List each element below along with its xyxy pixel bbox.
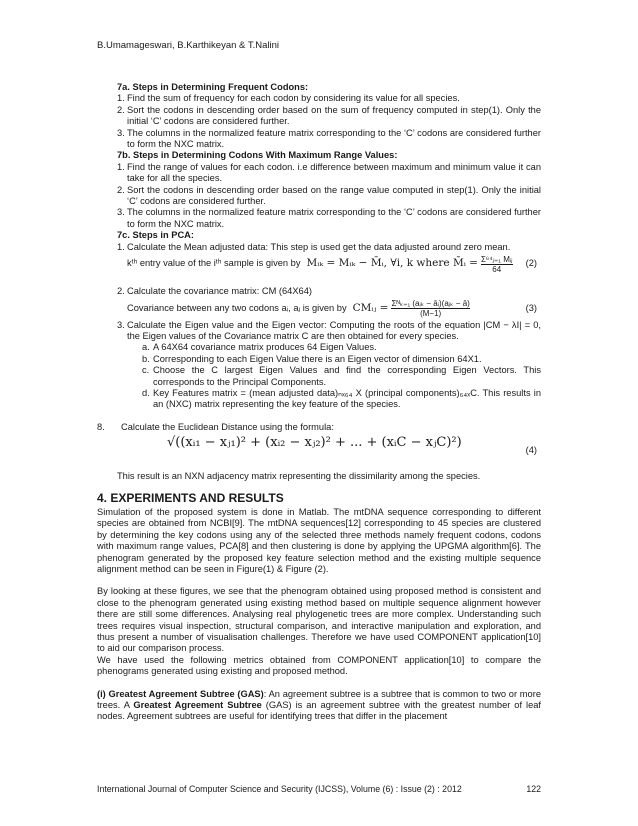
equation-2-formula: Mᵢₖ = Mᵢₖ − M̄ᵢ, ∀i, k where M̄ᵢ = xyxy=(306,257,478,270)
list-item: 1. Calculate the Mean adjusted data: This step is used get the data adjusted around zero mean. xyxy=(117,241,511,252)
list-item: 3. Calculate the Eigen value and the Eigen vector: Computing the roots of the equation |CM − λI| = 0, the Eigen values of the Covariance matrix C are then obtained for every species. xyxy=(117,319,541,341)
equation-number: (2) xyxy=(525,258,537,269)
running-header: B.Umamageswari, B.Karthikeyan & T.Nalini xyxy=(97,40,279,51)
subsection-7b-title: 7b. Steps in Determining Codons With Maximum Range Values: xyxy=(117,150,398,161)
list-item: a. A 64X64 covariance matrix produces 64 Eigen Values. xyxy=(142,342,377,353)
list-item: 1. Find the sum of frequency for each codon by considering its value for all species. xyxy=(117,93,460,104)
paragraph-gas: (i) Greatest Agreement Subtree (GAS): An agreement subtree is a subtree that is common to two or more trees. A Greatest Agreement Subtree (GAS) is an agreement subtree with the greatest number of leaf nodes. Agreement subtrees are useful for identifying trees that differ in the placement xyxy=(97,688,542,722)
equation-4 xyxy=(97,435,541,471)
page-footer xyxy=(97,784,541,794)
list-item: 3. The columns in the normalized feature matrix corresponding to the ‘C’ codons are considered further to form the NXC matrix. xyxy=(117,127,541,150)
list-item: 2. Sort the codons in descending order based on the range value computed in step(1). Only the initial ‘C’ codons are considered further. xyxy=(117,184,541,207)
equation-3-fraction: $\frac{\text{Σᴺₖ₌₁ (aᵢₖ − āᵢ)(aⱼₖ − ā)}}{(M-1)}$ xyxy=(391,299,470,318)
euclidean-distance-formula: √((xᵢ₁ − xⱼ₁)² + (xᵢ₂ − xⱼ₂)² + ... + (xᵢC − xⱼC)²) xyxy=(167,435,462,451)
list-item: b. Corresponding to each Eigen Value there is an Eigen vector of dimension 64X1. xyxy=(142,353,482,364)
paragraph: Simulation of the proposed system is done in Matlab. The mtDNA sequence corresponding to different species are obtained from NCBI[9]. The mtDNA sequences[12] corresponding to 45 species are clustered by determining the key codons using any of the selected three methods namely frequent codons, codons with maximum range values, PCA[8] and then clustering is done by applying the UPGMA algorithm[6]. The phenogram generated by the proposed key feature selection method and the existing multiple sequence alignment method can be seen in Figure(1) & Figure (2). xyxy=(97,506,541,574)
equation-2: kᵗʰ entry value of the iᵗʰ sample is given by Mᵢₖ = Mᵢₖ − M̄ᵢ, ∀i, k where M̄ᵢ = $\frac{\text{Σ⁶⁴ⱼ₌₁ Mᵢⱼ}}{64}$ (2) xyxy=(127,254,537,274)
steps-7c-list-cont xyxy=(97,286,541,297)
step-8: 8. Calculate the Euclidean Distance using the formula: xyxy=(97,421,334,432)
equation-number: (4) xyxy=(525,445,537,456)
list-item: 1. Find the range of values for each codon. i.e difference between maximum and minimum value it can take for all the species. xyxy=(117,161,541,184)
subsection-7a-title: 7a. Steps in Determining Frequent Codons: xyxy=(117,82,309,92)
equation-3-formula: CMᵢⱼ = xyxy=(352,301,389,314)
equation-number: (3) xyxy=(525,302,537,313)
adjacency-note: This result is an NXN adjacency matrix representing the dissimilarity among the species. xyxy=(117,471,481,482)
equation-3: Covariance between any two codons aᵢ, aⱼ is given by CMᵢⱼ = $\frac{\text{Σᴺₖ₌₁ (aᵢₖ − āᵢ)(aⱼₖ − ā)}}{(M-1)}$ (3) xyxy=(127,299,537,318)
substeps-list xyxy=(97,342,541,410)
paragraph: By looking at these figures, we see that the phenogram obtained using proposed method is consistent and close to the phenogram generated using existing method based on multiple sequence alignment however there are still some differences. Analysing real phylogenetic trees are more complex. Understanding such trees requires visual inspection, structural comparison, and interactive manipulation and exploration, and thus present a number of visualisation challenges. Therefore we have used COMPONENT application[10] to aid our comparison process. xyxy=(97,586,541,654)
steps-7a-list xyxy=(97,93,541,150)
page-number: 122 xyxy=(526,784,541,794)
steps-7b-list xyxy=(97,162,541,230)
list-item: c. Choose the C largest Eigen Values and find the corresponding Eigen Vectors. This corresponds to the Principal Components. xyxy=(142,365,541,387)
equation-2-fraction: $\frac{\text{Σ⁶⁴ⱼ₌₁ Mᵢⱼ}}{64}$ xyxy=(480,254,513,274)
list-item: 2. Calculate the covariance matrix: CM (64X64) xyxy=(117,286,312,297)
paragraph: We have used the following metrics obtained from COMPONENT application[10] to compare the phenograms generated using existing and proposed method. xyxy=(97,654,541,677)
list-item: 3. The columns in the normalized feature matrix corresponding to the ‘C’ codons are considered further to form the NXC matrix. xyxy=(117,207,541,229)
steps-7c-list-cont2 xyxy=(97,320,541,343)
list-item: d. Key Features matrix = (mean adjusted data)ₙₓ₆₄ X (principal components)₆₄ₓC. This results in an (NXC) matrix representing the key feature of the species. xyxy=(142,387,541,410)
subsection-7c-title: 7c. Steps in PCA: xyxy=(117,230,194,241)
main-content xyxy=(97,82,541,723)
steps-7c-list xyxy=(97,242,541,253)
journal-citation: International Journal of Computer Science and Security (IJCSS), Volume (6) : Issue (2) : 2012 xyxy=(97,784,462,794)
list-item: 2. Sort the codons in descending order based on the sum of frequency computed in step(1). Only the initial ‘C’ codons are considered further. xyxy=(117,104,541,127)
section-heading: 4. EXPERIMENTS AND RESULTS xyxy=(97,490,284,505)
